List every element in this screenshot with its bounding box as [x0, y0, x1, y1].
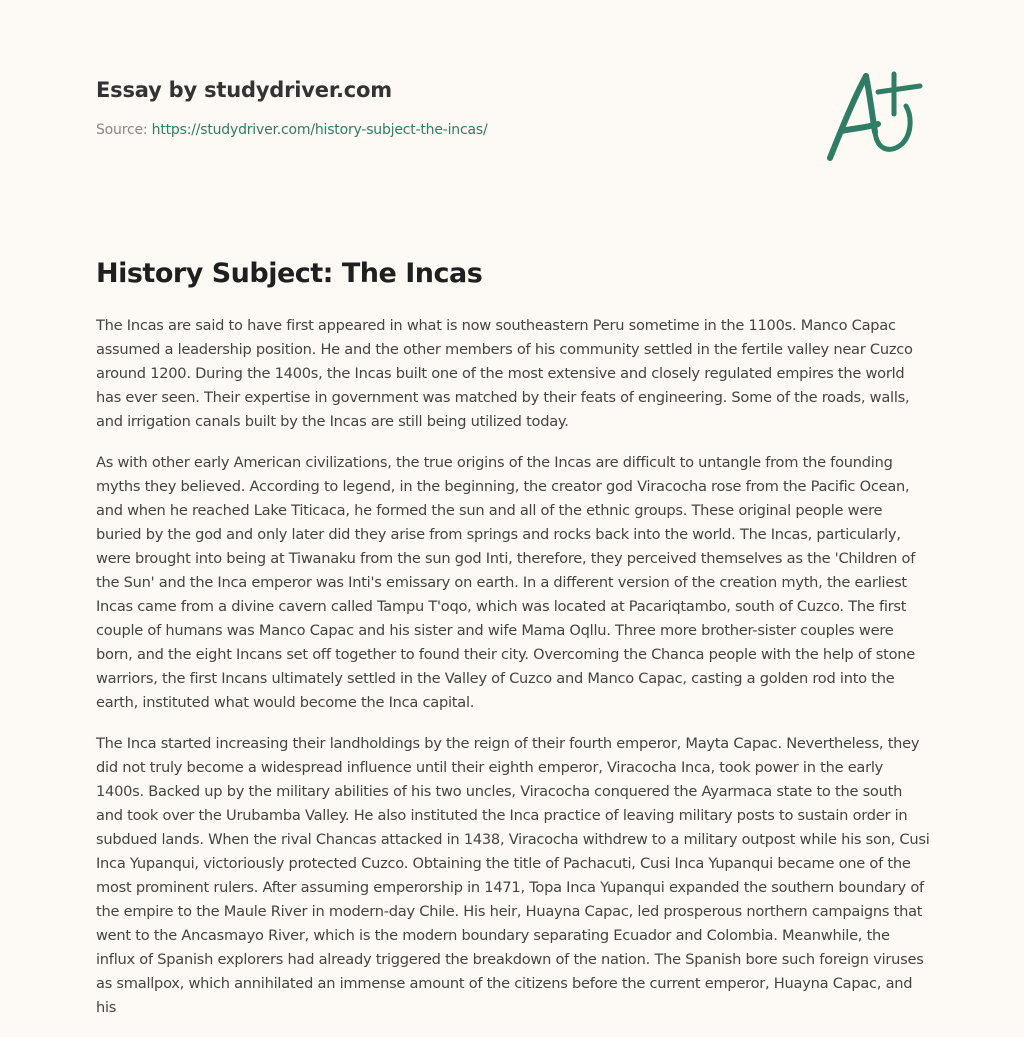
- article-paragraph: The Inca started increasing their landholdings by the reign of their fourth emperor, Mayta Capac. Nevertheless, they did not truly become a widespread influence until their eighth emperor, Viracocha Inca, took power in the early 1400s. Backed up by the military abilities of his two uncles, Viracocha conquered the Ayarmaca state to the south and took over the Urubamba Valley. He also instituted the Inca practice of leaving military posts to sustain order in subdued lands. When the rival Chancas attacked in 1438, Viracocha withdrew to a military outpost while his son, Cusi Inca Yupanqui, victoriously protected Cuzco. Obtaining the title of Pachacuti, Cusi Inca Yupanqui became one of the most prominent rulers. After assuming emperorship in 1471, Topa Inca Yupanqui expanded the southern boundary of the empire to the Maule River in modern-day Chile. His heir, Huayna Capac, led prosperous northern campaigns that went to the Ancasmayo River, which is the modern boundary separating Ecuador and Colombia. Meanwhile, the influx of Spanish explorers had already triggered the breakdown of the nation. The Spanish bore such foreign viruses as smallpox, which annihilated an immense amount of the citizens before the current emperor, Huayna Capac, and his: [96, 735, 930, 1016]
- article-title: History Subject: The Incas: [96, 258, 483, 289]
- article-paragraph: The Incas are said to have first appeared in what is now southeastern Peru sometime in the 1100s. Manco Capac assumed a leadership position. He and the other members of his community settled in the fertile valley near Cuzco around 1200. During the 1400s, the Incas built one of the most extensive and closely regulated empires the world has ever seen. Their expertise in government was matched by their feats of engineering. Some of the roads, walls, and irrigation canals built by the Incas are still being utilized today.: [96, 317, 913, 430]
- source-link[interactable]: https://studydriver.com/history-subject-the-incas/: [151, 122, 488, 138]
- article-paragraph: As with other early American civilizations, the true origins of the Incas are difficult to untangle from the founding myths they believed. According to legend, in the beginning, the creator god Viracocha rose from the Pacific Ocean, and when he reached Lake Titicaca, he formed the sun and all of the ethnic groups. These original people were buried by the god and only later did they arise from springs and rocks back into the world. The Incas, particularly, were brought into being at Tiwanaku from the sun god Inti, therefore, they perceived themselves as the 'Children of the Sun' and the Inca emperor was Inti's emissary on earth. In a different version of the creation myth, the earliest Incas came from a divine cavern called Tampu T'oqo, which was located at Pacariqtambo, south of Cuzco. The first couple of humans was Manco Capac and his sister and wife Mama Oqllu. Three more brother-sister couples were born, and the eight Incans set off together to found their city. Overcoming the Chanca people with the help of stone warriors, the first Incans ultimately settled in the Valley of Cuzco and Manco Capac, casting a golden rod into the earth, instituted what would become the Inca capital.: [96, 454, 916, 711]
- a-plus-grade-icon: [820, 66, 930, 166]
- page-header: [96, 76, 487, 140]
- source-label: Source:: [96, 122, 152, 138]
- brand-title: Essay by studydriver.com: [96, 78, 392, 102]
- source-line: [96, 120, 487, 140]
- article-body: [96, 314, 930, 1037]
